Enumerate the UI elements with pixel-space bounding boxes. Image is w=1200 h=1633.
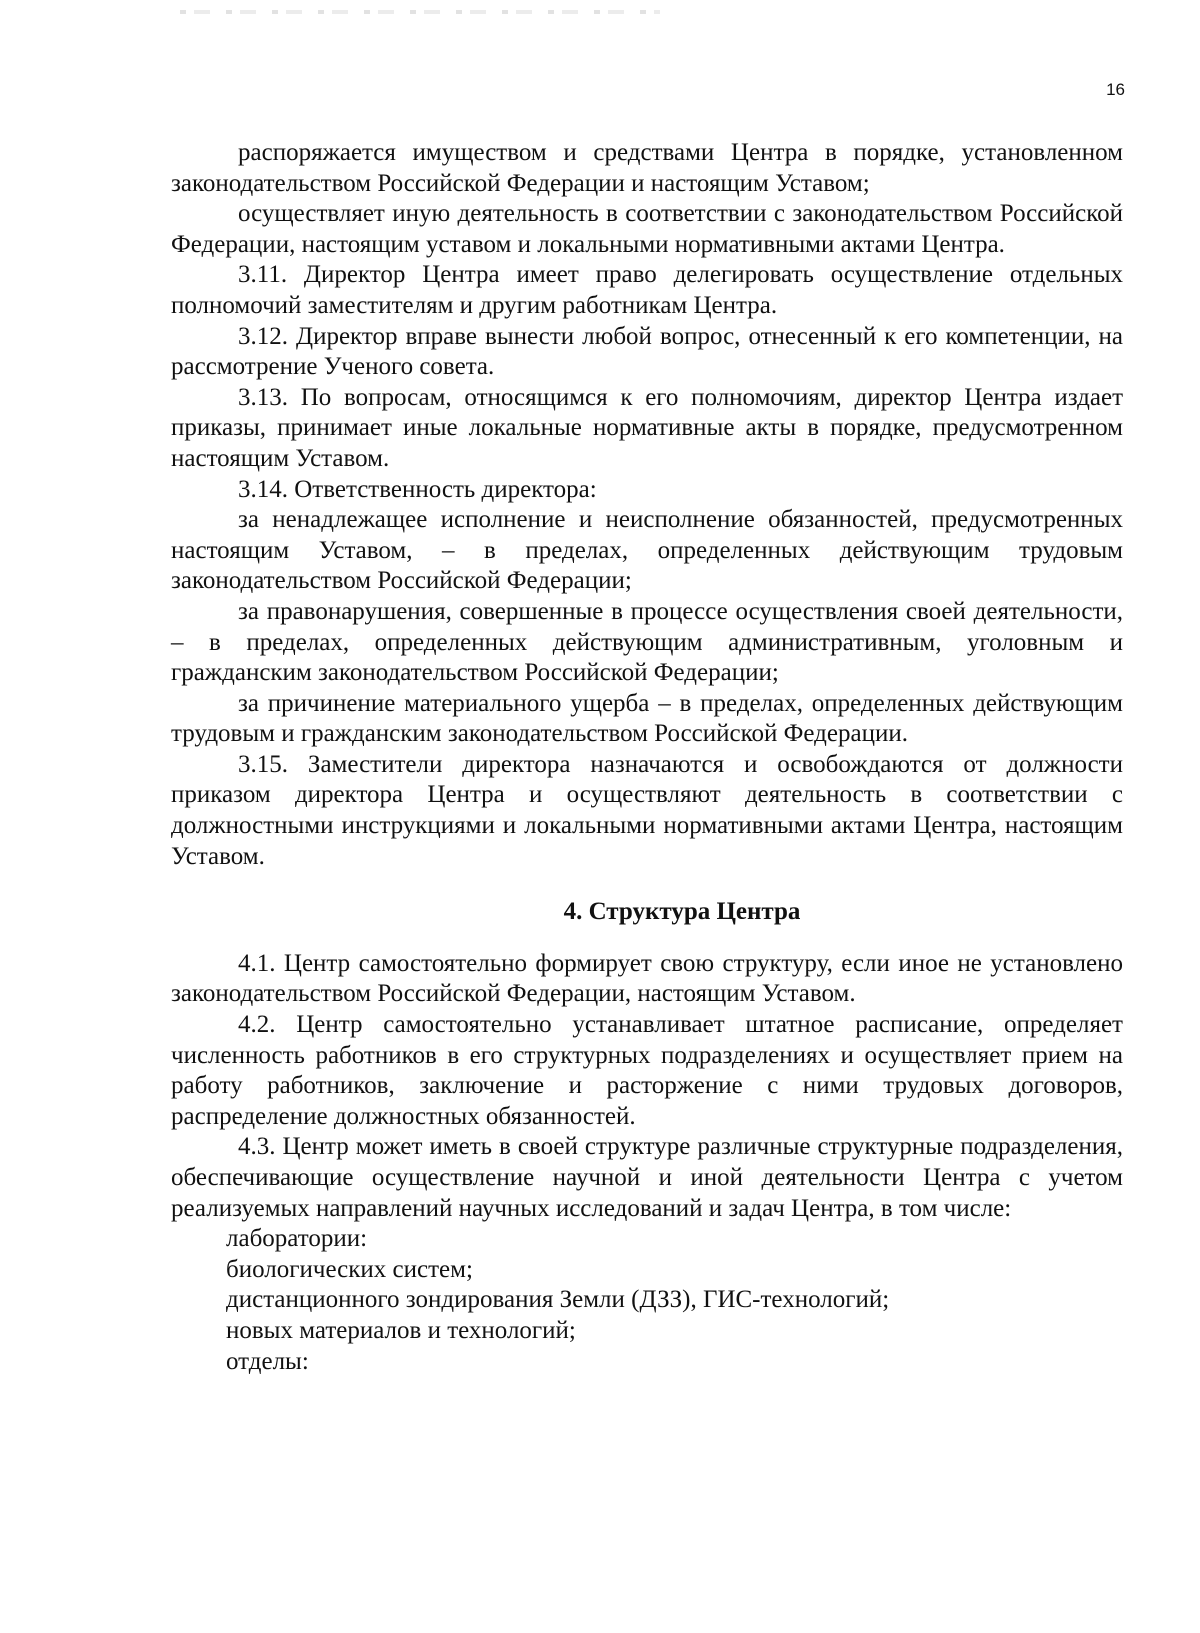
list-item: лаборатории:: [226, 1225, 368, 1253]
paragraph: 4.1. Центр самостоятельно формирует свою структуру, если иное не установлено законодательством Российской Федерации, настоящим Уставом.: [171, 949, 1123, 1008]
paragraph: за причинение материального ущерба – в пределах, определенных действующим трудовым и гражданским законодательством Российской Федерации.: [171, 689, 1123, 748]
paragraph: 3.11. Директор Центра имеет право делегировать осуществление отдельных полномочий заместителям и другим работникам Центра.: [171, 261, 1123, 319]
section-heading: 4. Структура Центра: [563, 898, 801, 926]
paragraph: распоряжается имуществом и средствами Центра в порядке, установленном законодательством Российской Федерации и настоящим Уставом;: [171, 139, 1123, 197]
paragraph: 3.14. Ответственность директора:: [238, 475, 597, 503]
list-item: отделы:: [226, 1347, 309, 1375]
list-item: новых материалов и технологий;: [226, 1316, 576, 1344]
page-number: 16: [1106, 80, 1125, 99]
paragraph: за правонарушения, совершенные в процессе осуществления своей деятельности, – в пределах, определенных действующим административным, уголовным и гражданским законодательством Российской Федерации;: [171, 597, 1123, 687]
paragraph: 3.13. По вопросам, относящимся к его полномочиям, директор Центра издает приказы, принимает иные локальные нормативные акты в порядке, предусмотренном настоящим Уставом.: [171, 383, 1123, 472]
list-item: дистанционного зондирования Земли (ДЗЗ), ГИС-технологий;: [226, 1286, 890, 1314]
document-body: [171, 138, 1123, 1377]
list-item: биологических систем;: [226, 1255, 473, 1283]
paragraph: 4.2. Центр самостоятельно устанавливает штатное расписание, определяет численность работников в его структурных подразделениях и осуществляет прием на работу работников, заключение и расторжение с ними трудовых договоров, распределение должностных обязанностей.: [171, 1011, 1123, 1130]
paragraph: 4.3. Центр может иметь в своей структуре различные структурные подразделения, обеспечивающие осуществление научной и иной деятельности Центра с учетом реализуемых направлений научных исследований и задач Центра, в том числе:: [171, 1133, 1123, 1222]
paragraph: за ненадлежащее исполнение и неисполнение обязанностей, предусмотренных настоящим Уставом, – в пределах, определенных действующим трудовым законодательством Российской Федерации;: [171, 506, 1123, 595]
paragraph: 3.12. Директор вправе вынести любой вопрос, отнесенный к его компетенции, на рассмотрение Ученого совета.: [171, 322, 1123, 381]
scan-artifact: [180, 10, 660, 14]
paragraph: 3.15. Заместители директора назначаются и освобождаются от должности приказом директора Центра и осуществляют деятельность в соответствии с должностными инструкциями и локальными нормативными актами Центра, настоящим Уставом.: [171, 750, 1123, 870]
paragraph: осуществляет иную деятельность в соответствии с законодательством Российской Федерации, настоящим уставом и локальными нормативными актами Центра.: [171, 200, 1123, 258]
